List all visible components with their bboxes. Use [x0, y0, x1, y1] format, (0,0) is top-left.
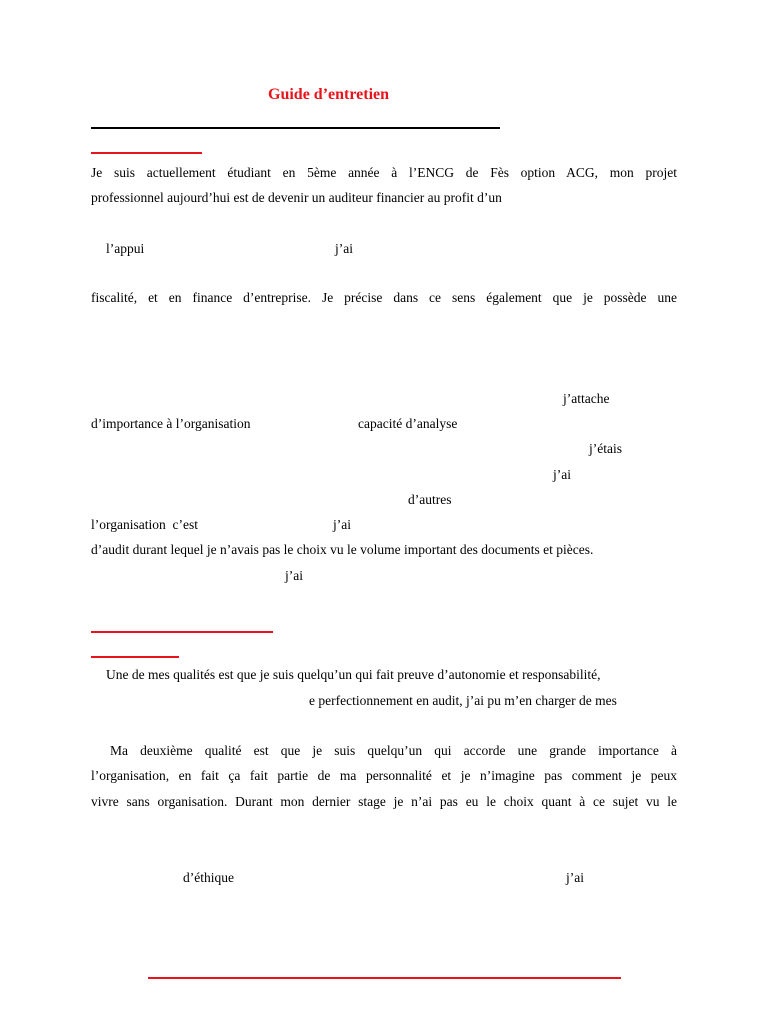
paragraph-line: e perfectionnement en audit, j’ai pu m’en charger de mes	[309, 693, 617, 708]
section-heading-rule	[91, 631, 273, 633]
paragraph-line: Ma deuxième qualité est que je suis quelqu’un qui accorde une grande importance à	[110, 743, 677, 758]
section-marker-2	[91, 656, 179, 658]
paragraph-line: fiscalité, et en finance d’entreprise. Je précise dans ce sens également que je possède une	[91, 290, 677, 305]
section-marker-1	[91, 152, 202, 154]
text-fragment: j’ai	[553, 467, 571, 482]
text-fragment: j’ai	[566, 870, 584, 885]
text-fragment: j’ai	[285, 568, 303, 583]
paragraph-line: vivre sans organisation. Durant mon dernier stage je n’ai pas eu le choix quant à ce sujet vu le	[91, 794, 677, 809]
paragraph-line: professionnel aujourd’hui est de devenir un auditeur financier au profit d’un	[91, 190, 502, 205]
text-fragment: l’appui	[106, 241, 145, 256]
paragraph-line: l’organisation, en fait ça fait partie de ma personnalité et je n’imagine pas comment je peux	[91, 768, 677, 783]
text-fragment: d’autres	[408, 492, 452, 507]
text-fragment: d’éthique	[183, 870, 234, 885]
text-fragment: j’attache	[563, 391, 610, 406]
title-underline	[91, 127, 500, 129]
paragraph-line: Je suis actuellement étudiant en 5ème année à l’ENCG de Fès option ACG, mon projet	[91, 165, 677, 180]
text-fragment: j’ai	[333, 517, 351, 532]
text-fragment: capacité d’analyse	[358, 416, 458, 431]
text-fragment: d’importance à l’organisation	[91, 416, 251, 431]
text-fragment: j’ai	[335, 241, 353, 256]
text-fragment: j’étais	[589, 441, 622, 456]
text-fragment: l’organisation c’est	[91, 517, 198, 532]
bottom-rule	[148, 977, 621, 979]
paragraph-line: Une de mes qualités est que je suis quelqu’un qui fait preuve d’autonomie et responsabilité,	[106, 667, 601, 682]
paragraph-line: d’audit durant lequel je n’avais pas le choix vu le volume important des documents et pièces.	[91, 542, 594, 557]
page-title: Guide d’entretien	[268, 86, 390, 103]
